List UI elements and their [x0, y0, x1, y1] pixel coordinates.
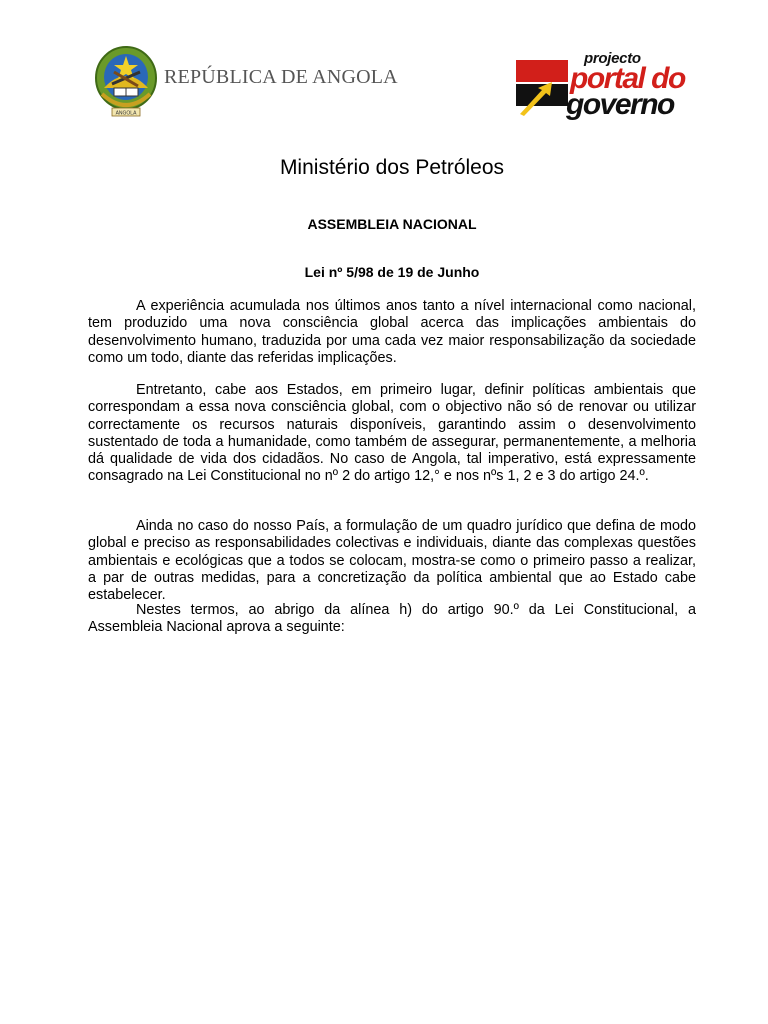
logo-line-governo: governo: [566, 88, 674, 121]
logo-line-projecto: projecto: [584, 50, 641, 67]
page-header: [0, 0, 768, 140]
paragraph: Ainda no caso do nosso País, a formulação de um quadro jurídico que defina de modo global e preciso as responsabilidades colectivas e individuais, diante das complexas questões ambientais e ecológicas que a todos se colocam, mostra-se como o primeiro passo a realizar, a par de outras medidas, para a concretização da política ambiental que ao Estado cabe estabelecer.: [88, 518, 696, 604]
paragraph: A experiência acumulada nos últimos anos tanto a nível internacional como nacional, tem produzido uma nova consciência global acerca das implicações ambientais do desenvolvimento humano, traduzida por uma cada vez maior responsabilização da sociedade como um todo, diante das referidas implicações.: [88, 298, 696, 366]
paragraph: Entretanto, cabe aos Estados, em primeiro lugar, definir políticas ambientais que correspondam a essa nova consciência global, com o objectivo não só de renovar ou utilizar correctamente os recursos naturais disponíveis, garantindo assim o desenvolvimento sustentado de toda a humanidade, como também de assegurar, permanentemente, a melhoria dá qualidade de vida dos cidadãos. No caso de Angola, tal imperativo, está expressamente consagrado na Lei Constitucional no nº 2 do artigo 12,° e nos nºs 1, 2 e 3 do artigo 24.º.: [88, 382, 696, 485]
law-title: Lei nº 5/98 de 19 de Junho: [304, 264, 480, 280]
angola-emblem-icon: [92, 44, 160, 120]
logo-line-portal: portal do: [570, 62, 685, 95]
paragraph: Nestes termos, ao abrigo da alínea h) do artigo 90.º da Lei Constitucional, a Assembleia Nacional aprova a seguinte:: [88, 602, 696, 636]
country-name: REPÚBLICA DE ANGOLA: [164, 66, 398, 88]
ministry-title: Ministério dos Petróleos: [279, 156, 505, 179]
assembly-heading: ASSEMBLEIA NACIONAL: [307, 216, 477, 232]
portal-do-governo-logo: [512, 50, 702, 122]
emblem-label: ANGOLA: [115, 110, 137, 117]
